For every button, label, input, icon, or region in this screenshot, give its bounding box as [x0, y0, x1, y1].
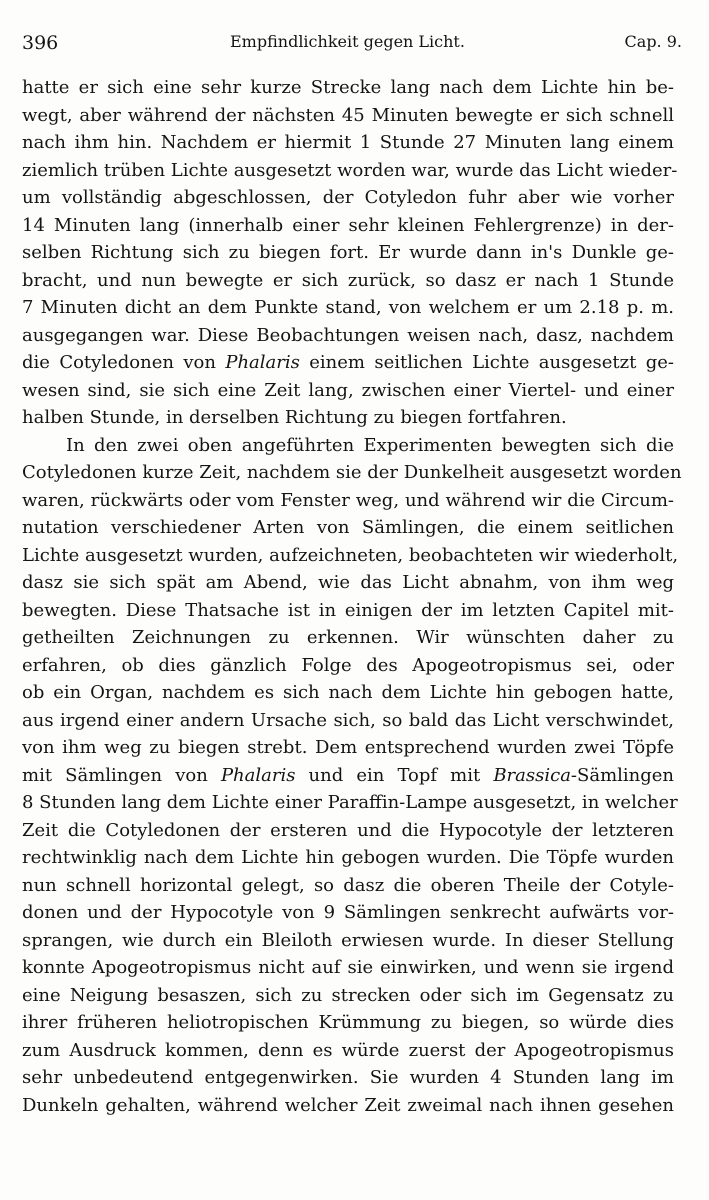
text-line: sprangen, wie durch ein Bleiloth erwiesen wurde. In dieser Stellung: [22, 929, 674, 951]
text-run: und ein Topf mit: [295, 764, 494, 786]
page-number: 396: [22, 32, 59, 54]
text-line: waren, rückwärts oder vom Fenster weg, und während wir die Circum-: [22, 489, 674, 511]
text-line: getheilten Zeichnungen zu erkennen. Wir wünschten daher zu: [22, 627, 674, 648]
text-line: In den zwei oben angeführten Experimenten bewegten sich die: [66, 434, 674, 456]
text-line: halben Stunde, in derselben Richtung zu biegen fortfahren.: [22, 407, 567, 428]
text-line: erfahren, ob dies gänzlich Folge des Apogeotropismus sei, oder: [22, 654, 674, 676]
text-line: [22, 762, 674, 790]
running-header: [22, 32, 682, 60]
text-line: nun schnell horizontal gelegt, so dasz die oberen Theile der Cotyle-: [22, 874, 674, 896]
running-title: Empfindlichkeit gegen Licht.: [230, 32, 465, 51]
text-line: ob ein Organ, nachdem es sich nach dem Lichte hin gebogen hatte,: [22, 682, 674, 703]
text-line: zum Ausdruck kommen, denn es würde zuerst der Apogeotropismus: [22, 1039, 674, 1061]
species-name: Phalaris: [220, 764, 296, 786]
text-line: konnte Apogeotropismus nicht auf sie einwirken, und wenn sie irgend: [22, 957, 674, 978]
text-line: hatte er sich eine sehr kurze Strecke lang nach dem Lichte hin be-: [22, 77, 674, 98]
text-line: Dunkeln gehalten, während welcher Zeit zweimal nach ihnen gesehen: [22, 1094, 674, 1116]
chapter-label: Cap. 9.: [624, 32, 682, 51]
species-name: Phalaris: [225, 352, 300, 373]
text-line: selben Richtung sich zu biegen fort. Er wurde dann in's Dunkle ge-: [22, 242, 674, 263]
text-line: donen und der Hypocotyle von 9 Sämlingen senkrecht aufwärts vor-: [22, 902, 674, 923]
text-line: rechtwinklig nach dem Lichte hin gebogen wurden. Die Töpfe wurden: [22, 847, 674, 868]
text-line: 14 Minuten lang (innerhalb einer sehr kleinen Fehlergrenze) in der-: [22, 214, 674, 236]
text-line: ihrer früheren heliotropischen Krümmung zu biegen, so würde dies: [22, 1012, 674, 1033]
text-line: um vollständig abgeschlossen, der Cotyledon fuhr aber wie vorher: [22, 187, 674, 208]
text-line: bewegten. Diese Thatsache ist in einigen der im letzten Capitel mit-: [22, 599, 674, 621]
text-line: Lichte ausgesetzt wurden, aufzeichneten, beobachteten wir wiederholt,: [22, 544, 679, 566]
text-line: Cotyledonen kurze Zeit, nachdem sie der Dunkelheit ausgesetzt worden: [22, 462, 682, 483]
text-run: -Sämlingen: [570, 764, 675, 786]
text-line: wesen sind, sie sich eine Zeit lang, zwischen einer Viertel- und einer: [22, 379, 674, 401]
text-line: nutation verschiedener Arten von Sämlingen, die einem seitlichen: [22, 517, 674, 538]
text-line: [22, 349, 674, 377]
text-line: dasz sie sich spät am Abend, wie das Licht abnahm, von ihm weg: [22, 572, 674, 593]
text-line: bracht, und nun bewegte er sich zurück, so dasz er nach 1 Stunde: [22, 269, 674, 291]
text-run: mit Sämlingen von: [22, 764, 221, 786]
text-line: wegt, aber während der nächsten 45 Minuten bewegte er sich schnell: [22, 104, 674, 126]
text-line: ausgegangen war. Diese Beobachtungen weisen nach, dasz, nachdem: [22, 324, 674, 346]
text-line: Zeit die Cotyledonen der ersteren und die Hypocotyle der letzteren: [22, 819, 674, 841]
text-line: ziemlich trüben Lichte ausgesetzt worden war, wurde das Licht wieder-: [22, 159, 678, 181]
text-line: nach ihm hin. Nachdem er hiermit 1 Stunde 27 Minuten lang einem: [22, 132, 674, 153]
text-line: 8 Stunden lang dem Lichte einer Paraffin-Lampe ausgesetzt, in welcher: [22, 792, 678, 813]
text-line: eine Neigung besaszen, sich zu strecken oder sich im Gegensatz zu: [22, 984, 674, 1006]
text-line: aus irgend einer andern Ursache sich, so bald das Licht verschwindet,: [22, 709, 674, 731]
body-text: [22, 74, 682, 1119]
text-line: sehr unbedeutend entgegenwirken. Sie wurden 4 Stunden lang im: [22, 1067, 674, 1088]
species-name: Brassica: [493, 764, 571, 786]
text-line: von ihm weg zu biegen strebt. Dem entsprechend wurden zwei Töpfe: [22, 737, 674, 758]
text-line: 7 Minuten dicht an dem Punkte stand, von welchem er um 2.18 p. m.: [22, 297, 674, 318]
text-run: einem seitlichen Lichte ausgesetzt ge-: [299, 352, 674, 373]
text-run: die Cotyledonen von: [22, 352, 226, 373]
